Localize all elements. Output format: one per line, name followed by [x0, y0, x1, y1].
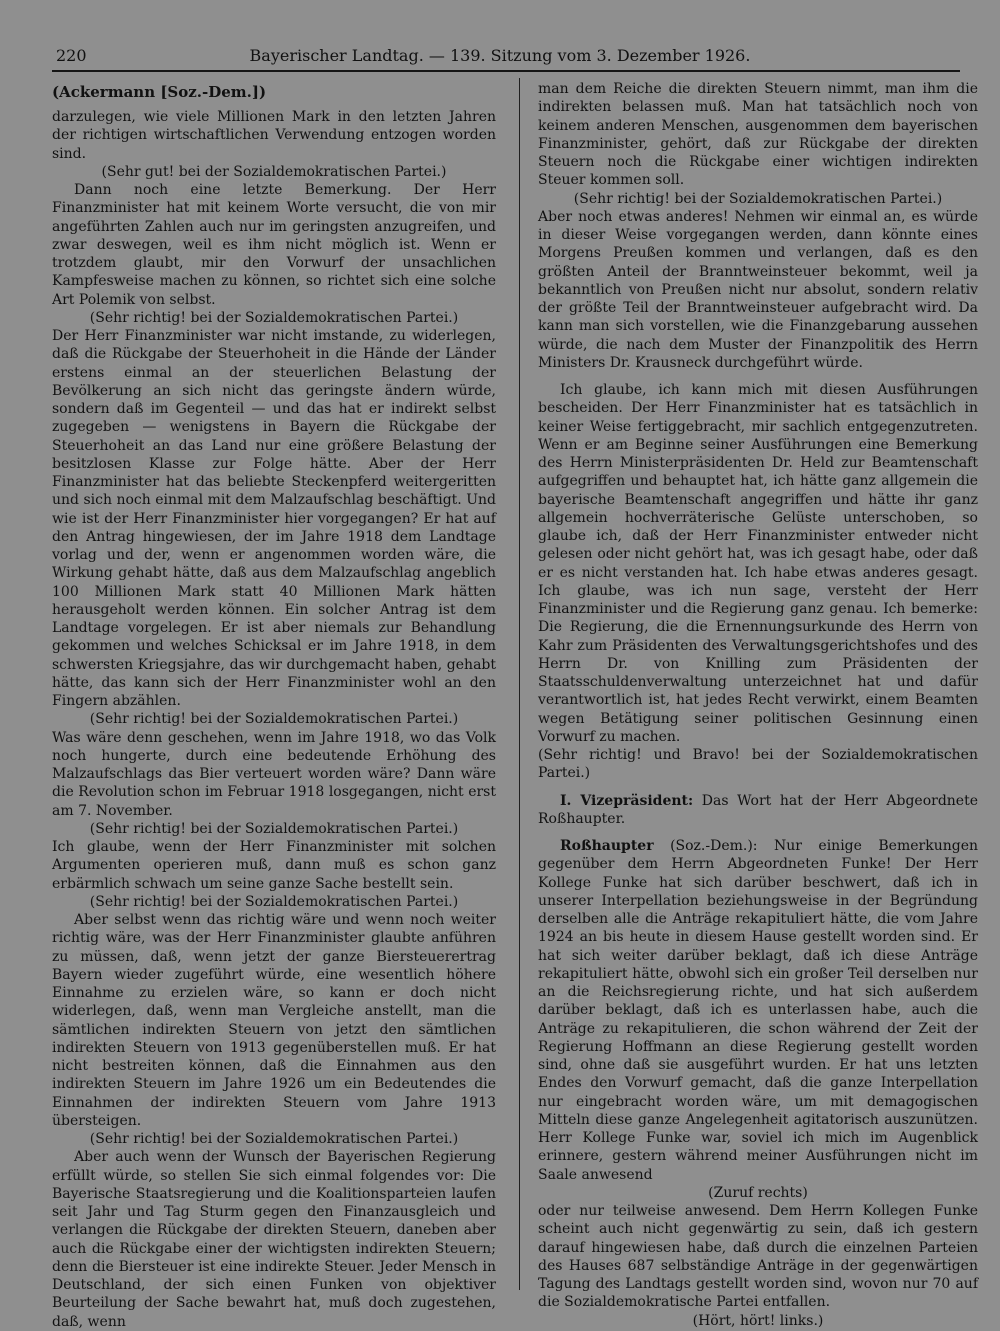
paragraph: oder nur teilweise anwesend. Dem Herrn Kollegen Funke scheint auch nicht gegenwärtig zu sein, daß ich gestern darauf hingewiesen habe, daß durch die einzelnen Parteien des Hauses 687 selbständige Anträge in der gegenwärtigen Tagung des Landtags gestellt worden sind, wovon nur 70 auf die Sozialdemokratische Partei entfallen. — [538, 1203, 978, 1311]
speaker-name: Roßhaupter — [560, 838, 654, 854]
speaker-name: I. Vizepräsident: — [560, 792, 694, 809]
paragraph: Ich glaube, ich kann mich mit diesen Ausführungen bescheiden. Der Herr Finanzminister hat es tatsächlich in keiner Weise fertiggebracht, mir sachlich entgegenzutreten. Wenn er am Beginne seiner Ausführungen eine Bemerkung des Herrn Ministerpräsidenten Dr. Held zur Beamtenschaft aufgegriffen und behauptet hat, ich hätte ganz allgemein die bayerische Beamtenschaft angegriffen und hätte ihr ganz allgemein hochverräterische Gelüste unterschoben, so glaube ich, daß der Herr Finanzminister entweder nicht gelesen oder nicht gehört hat, was ich gesagt habe, oder daß er es nicht verstanden hat. Ich habe etwas anderes gesagt. Ich glaube, was ich nun sage, versteht der Herr Finanzminister und die Regierung ganz genau. Ich bemerke: Die Regierung, die die Ernennungsurkunde des Herrn von Kahr zum Präsidenten des Verwaltungsgerichtshofes und des Herrn Dr. von Knilling zum Präsidenten der Staatsschuldenverwaltung unterzeichnet hat und dafür verantwortlich ist, hat jedes Recht verwirkt, einem Beamten wegen Betätigung seiner politischen Gesinnung einen Vorwurf zu machen. — [538, 382, 978, 745]
left-column — [52, 80, 496, 1331]
paragraph: Aber noch etwas anderes! Nehmen wir einmal an, es würde in dieser Weise vorgegangen werden, dann könnte eines Morgens Preußen kommen und verlangen, daß es den größten Anteil der Branntweinsteuer bekommt, weil ja bekanntlich von Preußen nicht nur absolut, sondern relativ der größte Teil der Branntweinsteuer aufgebracht wird. Da kann man sich vorstellen, wie die Finanzgebarung aussehen würde, die nach dem Muster der Finanzpolitik des Herrn Ministers Dr. Krausneck durchgeführt würde. — [538, 208, 978, 371]
page-header — [40, 44, 960, 68]
speaker-paragraph — [538, 792, 978, 829]
paragraph: (Sehr richtig! und Bravo! bei der Sozialdemokratischen Partei.) — [538, 747, 978, 782]
paragraph: Aber selbst wenn das richtig wäre und wenn noch weiter richtig wäre, was der Herr Finanzminister glaubte anführen zu müssen, daß, wenn jetzt der ganze Biersteuerertrag Bayern wieder zugeführt würde, eine wesentlich höhere Einnahme zu erzielen wäre, so kann er doch nicht widerlegen, daß, wenn man Vergleiche anstellt, man die sämtlichen indirekten Steuern von jetzt den sämtlichen indirekten Steuern von 1913 gegenüberstellen muß. Er hat nicht bestreiten können, daß die Einnahmen aus den indirekten Steuern im Jahre 1926 um ein Bedeutendes die Einnahmen der indirekten Steuern vom Jahre 1913 übersteigen. — [52, 912, 496, 1129]
paragraph-gap — [538, 828, 978, 837]
paragraph: Dann noch eine letzte Bemerkung. Der Herr Finanzminister hat mit keinem Worte versucht, die von mir angeführten Zahlen auch nur im geringsten anzugreifen, und zwar deswegen, weil es ihm nicht möglich ist. Wenn er trotzdem glaubt, mir den Vorwurf der unsachlichen Kampfesweise machen zu können, so richtet sich eine solche Art Polemik von selbst. — [52, 182, 496, 308]
interjection: (Sehr richtig! bei der Sozialdemokratischen Partei.) — [89, 893, 459, 910]
paragraph: Aber auch wenn der Wunsch der Bayerischen Regierung erfüllt würde, so stellen Sie sich einmal folgendes vor: Die Bayerische Staatsregierung und die Koalitionsparteien laufen seit Jahr und Tag Sturm gegen den Finanzausgleich und verlangen die Rückgabe der direkten Steuern, daneben aber auch die Rückgabe einer der wichtigsten indirekten Steuern; denn die Biersteuer ist eine indirekte Steuer. Jeder Mensch in Deutschland, der sich einen Funken von objektiver Beurteilung der Sache bewahrt hat, muß doch zugestehen, daß, wenn — [52, 1149, 496, 1330]
speaker-paragraph — [538, 837, 978, 1184]
interjection: (Sehr gut! bei der Sozialdemokratischen Partei.) — [101, 163, 447, 180]
column-divider — [519, 78, 520, 1290]
paragraph-gap — [538, 372, 978, 381]
interjection: (Sehr richtig! bei der Sozialdemokratischen Partei.) — [573, 190, 943, 207]
running-title: Bayerischer Landtag. — 139. Sitzung vom 3. Dezember 1926. — [249, 46, 751, 65]
speaker-heading: (Ackermann [Soz.-Dem.]) — [52, 83, 267, 101]
interjection: (Sehr richtig! bei der Sozialdemokratischen Partei.) — [89, 820, 459, 837]
interjection: (Hört, hört! links.) — [692, 1312, 824, 1329]
paragraph: darzulegen, wie viele Millionen Mark in den letzten Jahren der richtigen wirtschaftlichen Verwendung entzogen worden sind. — [52, 109, 496, 162]
paragraph: Ich glaube, wenn der Herr Finanzminister mit solchen Argumenten operieren muß, dann muß es schon ganz erbärmlich schwach um seine ganze Sache bestellt sein. — [52, 839, 496, 892]
paragraph: Der Herr Finanzminister war nicht imstande, zu widerlegen, daß die Rückgabe der Steuerhoheit in die Hände der Länder erstens einmal an der steuerlichen Belastung der Bevölkerung an sich nicht das geringste ändern würde, sondern daß im Gegenteil — und das hat er indirekt selbst zugegeben — wenigstens in Bayern die Rückgabe der Steuerhoheit an das Land nur eine größere Belastung der besitzlosen Klasse zur Folge hätte. Aber der Herr Finanzminister hat das beliebte Steckenpferd weitergeritten und sich noch einmal mit dem Malzaufschlag beschäftigt. Und wie ist der Herr Finanzminister hier vorgegangen? Er hat auf den Antrag hingewiesen, der im Jahre 1918 dem Landtage vorlag und der, wenn er angenommen worden wäre, die Wirkung gehabt hätte, daß aus dem Malzaufschlag angeblich 100 Millionen Mark statt 40 Millionen Mark hätten herausgeholt werden können. Ein solcher Antrag ist dem Landtage vorgelegen. Er ist aber niemals zur Behandlung gekommen und welches Schicksal er im Jahre 1918, in dem schwersten Kriegsjahre, das wir durchgemacht haben, gehabt hätte, das kann sich der Herr Finanzminister wohl an den Fingern abzählen. — [52, 328, 496, 709]
interjection: (Sehr richtig! bei der Sozialdemokratischen Partei.) — [89, 711, 459, 728]
interjection: (Sehr richtig! bei der Sozialdemokratischen Partei.) — [89, 309, 459, 326]
right-column — [538, 80, 978, 1330]
header-rule — [52, 70, 960, 72]
speaker-text: (Soz.-Dem.): Nur einige Bemerkungen gegenüber dem Herrn Abgeordneten Funke! Der Herr Kollege Funke hat sich darüber beschwert, daß ich in unserer Interpellation beziehungsweise in der Begründung derselben alle die Anträge rekapituliert hätte, die vom Jahre 1924 an bis heute in diesem Hause gestellt worden sind. Er hat sich weiter darüber beklagt, daß ich diese Anträge rekapituliert hätte, obwohl sich ein großer Teil derselben nur an die Reichsregierung richte, und hat sich außerdem darüber beklagt, daß ich es unterlassen habe, auch die Anträge zu rekapitulieren, die schon während der Zeit der Regierung Hoffmann an diese Regierung gestellt worden sind, ohne daß sie ausgeführt wurden. Er hat uns letzten Endes den Vorwurf gemacht, daß die ganze Interpellation nur eingebracht worden wäre, um mit demagogischen Mitteln diese ganze Angelegenheit agitatorisch auszunützen. Herr Kollege Funke war, soviel ich mich im Augenblick erinnere, gestern während meiner Ausführungen nicht im Saale anwesend — [538, 838, 979, 1183]
paragraph: man dem Reiche die direkten Steuern nimmt, man ihm die indirekten belassen muß. Man hat tatsächlich noch von keinem anderen Menschen, ausgenommen dem bayerischen Finanzminister, gehört, daß zur Rückgabe der direkten Steuern noch die Rückgabe einer wichtigen indirekten Steuer kommen soll. — [538, 81, 978, 189]
interjection: (Sehr richtig! bei der Sozialdemokratischen Partei.) — [89, 1131, 459, 1147]
paragraph-gap — [538, 783, 978, 792]
page-number: 220 — [56, 46, 87, 65]
paragraph: Was wäre denn geschehen, wenn im Jahre 1918, wo das Volk noch hungerte, durch eine bedeutende Erhöhung des Malzaufschlags das Bier verteuert worden wäre? Dann wäre die Revolution schon im Februar 1918 losgegangen, nicht erst am 7. November. — [52, 729, 496, 819]
speaker-text: Das Wort hat der Herr Abgeordnete Roßhaupter. — [538, 792, 978, 827]
interjection: (Zuruf rechts) — [708, 1184, 808, 1201]
